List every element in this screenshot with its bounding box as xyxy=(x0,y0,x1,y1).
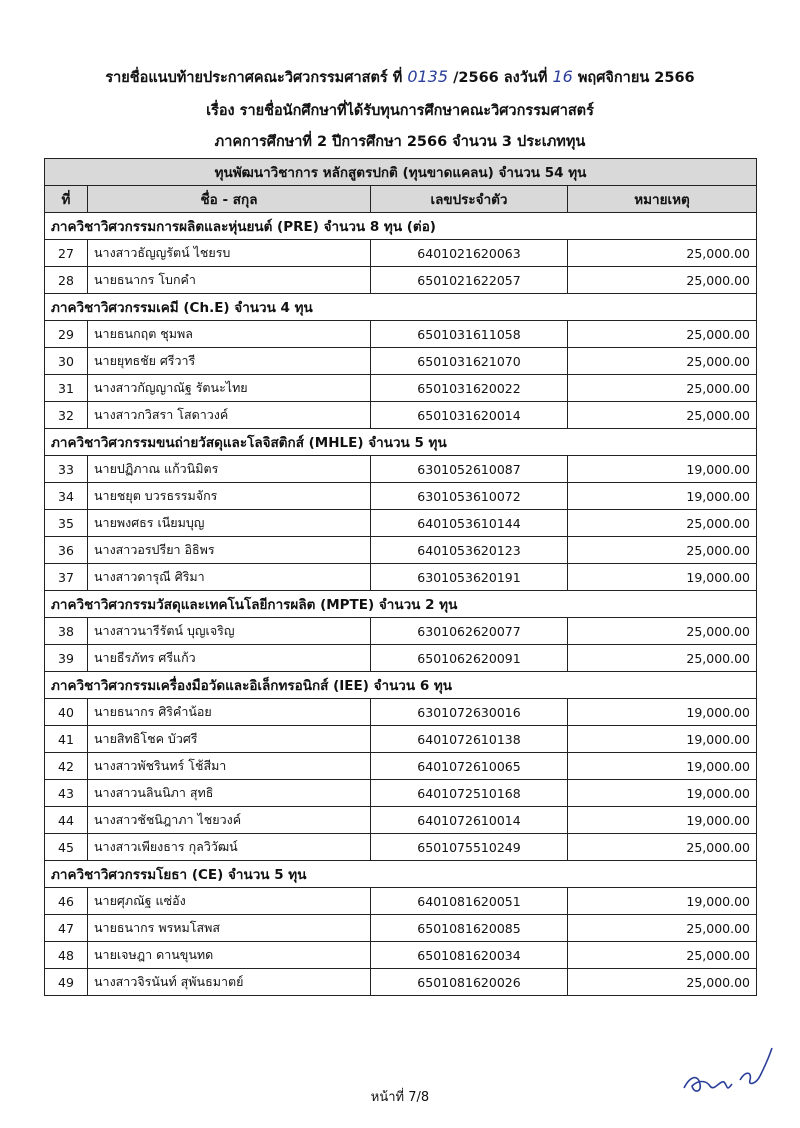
column-header-no: ที่ xyxy=(45,186,88,213)
student-name: นายธนากร พรหมโสพส xyxy=(88,915,371,942)
row-number: 47 xyxy=(45,915,88,942)
department-title: ภาควิชาวิศวกรรมเคมี (Ch.E) จำนวน 4 ทุน xyxy=(45,294,757,321)
row-number: 40 xyxy=(45,699,88,726)
table-row xyxy=(45,375,757,402)
student-name: นายธนากร ศิริคำน้อย xyxy=(88,699,371,726)
table-row xyxy=(45,780,757,807)
student-id: 6501081620085 xyxy=(371,915,568,942)
student-id: 6501081620026 xyxy=(371,969,568,996)
scholarship-amount: 25,000.00 xyxy=(568,537,757,564)
row-number: 43 xyxy=(45,780,88,807)
student-id: 6501031621070 xyxy=(371,348,568,375)
student-name: นายสิทธิโชค บัวศรี xyxy=(88,726,371,753)
announcement-day: 16 xyxy=(552,67,573,86)
document-subject: เรื่อง รายชื่อนักศึกษาที่ได้รับทุนการศึกษาคณะวิศวกรรมศาสตร์ xyxy=(206,103,594,119)
row-number: 28 xyxy=(45,267,88,294)
scholarship-amount: 19,000.00 xyxy=(568,753,757,780)
row-number: 42 xyxy=(45,753,88,780)
table-row xyxy=(45,321,757,348)
scholarship-amount: 25,000.00 xyxy=(568,240,757,267)
row-number: 35 xyxy=(45,510,88,537)
student-id: 6501062620091 xyxy=(371,645,568,672)
scholarship-amount: 25,000.00 xyxy=(568,645,757,672)
table-row xyxy=(45,888,757,915)
student-id: 6301053610072 xyxy=(371,483,568,510)
row-number: 31 xyxy=(45,375,88,402)
announcement-number: 0135 xyxy=(407,67,449,86)
department-section-row xyxy=(45,861,757,888)
scholarship-type-banner: ทุนพัฒนาวิชาการ หลักสูตรปกติ (ทุนขาดแคลน) จำนวน 54 ทุน xyxy=(45,159,757,186)
student-id: 6401072610065 xyxy=(371,753,568,780)
scholarship-amount: 19,000.00 xyxy=(568,888,757,915)
row-number: 33 xyxy=(45,456,88,483)
table-row xyxy=(45,753,757,780)
scholarship-amount: 25,000.00 xyxy=(568,510,757,537)
column-header-student-id: เลขประจำตัว xyxy=(371,186,568,213)
table-row xyxy=(45,402,757,429)
table-row xyxy=(45,834,757,861)
row-number: 39 xyxy=(45,645,88,672)
student-name: นายปฏิภาณ แก้วนิมิตร xyxy=(88,456,371,483)
scholarship-amount: 19,000.00 xyxy=(568,807,757,834)
student-name: นางสาวดารุณี ศิริมา xyxy=(88,564,371,591)
scholarship-amount: 25,000.00 xyxy=(568,915,757,942)
table-banner-row xyxy=(45,159,757,186)
scholarship-amount: 25,000.00 xyxy=(568,969,757,996)
student-name: นายธนกฤต ชุมพล xyxy=(88,321,371,348)
document-semester: ภาคการศึกษาที่ 2 ปีการศึกษา 2566 จำนวน 3 ประเภททุน xyxy=(214,134,586,150)
student-name: นางสาวเพียงธาร กุลวิวัฒน์ xyxy=(88,834,371,861)
row-number: 45 xyxy=(45,834,88,861)
table-row xyxy=(45,969,757,996)
scholarship-amount: 19,000.00 xyxy=(568,456,757,483)
student-name: นางสาวชัชนิฎาภา ไชยวงค์ xyxy=(88,807,371,834)
column-header-name: ชื่อ - สกุล xyxy=(88,186,371,213)
row-number: 29 xyxy=(45,321,88,348)
student-name: นางสาวนารีรัตน์ บุญเจริญ xyxy=(88,618,371,645)
row-number: 32 xyxy=(45,402,88,429)
row-number: 46 xyxy=(45,888,88,915)
table-row xyxy=(45,726,757,753)
table-row xyxy=(45,564,757,591)
student-name: นายธนากร โบกคำ xyxy=(88,267,371,294)
scholarship-amount: 25,000.00 xyxy=(568,942,757,969)
student-name: นายธีรภัทร ศรีแก้ว xyxy=(88,645,371,672)
student-name: นางสาวจิรนันท์ สุพันธมาตย์ xyxy=(88,969,371,996)
department-section-row xyxy=(45,591,757,618)
table-row xyxy=(45,915,757,942)
department-title: ภาควิชาวิศวกรรมเครื่องมือวัดและอิเล็กทรอนิกส์ (IEE) จำนวน 6 ทุน xyxy=(45,672,757,699)
table-row xyxy=(45,618,757,645)
department-title: ภาควิชาวิศวกรรมการผลิตและหุ่นยนต์ (PRE) จำนวน 8 ทุน (ต่อ) xyxy=(45,213,757,240)
scholarship-amount: 25,000.00 xyxy=(568,375,757,402)
scholarship-amount: 19,000.00 xyxy=(568,483,757,510)
department-section-row xyxy=(45,672,757,699)
student-id: 6301072630016 xyxy=(371,699,568,726)
scholarship-table xyxy=(44,158,757,996)
row-number: 34 xyxy=(45,483,88,510)
student-name: นายเจษฎา ดานขุนทด xyxy=(88,942,371,969)
row-number: 49 xyxy=(45,969,88,996)
scholarship-amount: 25,000.00 xyxy=(568,834,757,861)
table-row xyxy=(45,456,757,483)
table-body xyxy=(45,213,757,996)
student-name: นางสาวนลินนิภา สุทธิ xyxy=(88,780,371,807)
student-name: นางสาวพัชรินทร์ โช้สีมา xyxy=(88,753,371,780)
student-id: 6301062620077 xyxy=(371,618,568,645)
table-row xyxy=(45,645,757,672)
student-id: 6401072610014 xyxy=(371,807,568,834)
scholarship-amount: 25,000.00 xyxy=(568,618,757,645)
student-name: นายพงศธร เนียมบุญ xyxy=(88,510,371,537)
announcement-prefix: รายชื่อแนบท้ายประกาศคณะวิศวกรรมศาสตร์ ที่ xyxy=(105,70,403,86)
student-name: นางสาวอรปรียา อิธิพร xyxy=(88,537,371,564)
student-name: นางสาวกวิสรา โสดาวงค์ xyxy=(88,402,371,429)
document-title-line1 xyxy=(0,66,800,89)
student-id: 6401072510168 xyxy=(371,780,568,807)
student-name: นายยุทธชัย ศรีวารี xyxy=(88,348,371,375)
scholarship-amount: 25,000.00 xyxy=(568,267,757,294)
student-name: นางสาวกัญญาณัฐ รัตนะไทย xyxy=(88,375,371,402)
student-id: 6501075510249 xyxy=(371,834,568,861)
table-row xyxy=(45,348,757,375)
scholarship-amount: 25,000.00 xyxy=(568,402,757,429)
table-row xyxy=(45,240,757,267)
row-number: 41 xyxy=(45,726,88,753)
student-id: 6301052610087 xyxy=(371,456,568,483)
column-header-remark: หมายเหตุ xyxy=(568,186,757,213)
department-section-row xyxy=(45,429,757,456)
student-id: 6501031620022 xyxy=(371,375,568,402)
department-section-row xyxy=(45,213,757,240)
row-number: 44 xyxy=(45,807,88,834)
student-id: 6401053620123 xyxy=(371,537,568,564)
department-section-row xyxy=(45,294,757,321)
department-title: ภาควิชาวิศวกรรมโยธา (CE) จำนวน 5 ทุน xyxy=(45,861,757,888)
row-number: 36 xyxy=(45,537,88,564)
table-row xyxy=(45,537,757,564)
scholarship-amount: 19,000.00 xyxy=(568,564,757,591)
announcement-mid: /2566 ลงวันที่ xyxy=(453,70,548,86)
student-name: นายชยุต บวรธรรมจักร xyxy=(88,483,371,510)
row-number: 30 xyxy=(45,348,88,375)
student-id: 6501031620014 xyxy=(371,402,568,429)
student-id: 6401072610138 xyxy=(371,726,568,753)
scholarship-amount: 19,000.00 xyxy=(568,780,757,807)
row-number: 48 xyxy=(45,942,88,969)
student-id: 6501021622057 xyxy=(371,267,568,294)
student-id: 6401021620063 xyxy=(371,240,568,267)
table-row xyxy=(45,510,757,537)
announcement-date: พฤศจิกายน 2566 xyxy=(577,70,695,86)
department-title: ภาควิชาวิศวกรรมวัสดุและเทคโนโลยีการผลิต (MPTE) จำนวน 2 ทุน xyxy=(45,591,757,618)
student-id: 6501031611058 xyxy=(371,321,568,348)
student-name: นายศุภณัฐ แซ่อัง xyxy=(88,888,371,915)
student-id: 6501081620034 xyxy=(371,942,568,969)
row-number: 27 xyxy=(45,240,88,267)
student-name: นางสาวธัญญรัตน์ ไชยรบ xyxy=(88,240,371,267)
scholarship-amount: 19,000.00 xyxy=(568,699,757,726)
department-title: ภาควิชาวิศวกรรมขนถ่ายวัสดุและโลจิสติกส์ (MHLE) จำนวน 5 ทุน xyxy=(45,429,757,456)
table-row xyxy=(45,267,757,294)
row-number: 37 xyxy=(45,564,88,591)
table-header-row xyxy=(45,186,757,213)
scholarship-amount: 25,000.00 xyxy=(568,348,757,375)
page-number: หน้าที่ 7/8 xyxy=(370,1090,430,1105)
student-id: 6301053620191 xyxy=(371,564,568,591)
student-id: 6401081620051 xyxy=(371,888,568,915)
table-row xyxy=(45,699,757,726)
scholarship-amount: 19,000.00 xyxy=(568,726,757,753)
table-row xyxy=(45,483,757,510)
student-id: 6401053610144 xyxy=(371,510,568,537)
table-row xyxy=(45,807,757,834)
scholarship-amount: 25,000.00 xyxy=(568,321,757,348)
table-row xyxy=(45,942,757,969)
row-number: 38 xyxy=(45,618,88,645)
